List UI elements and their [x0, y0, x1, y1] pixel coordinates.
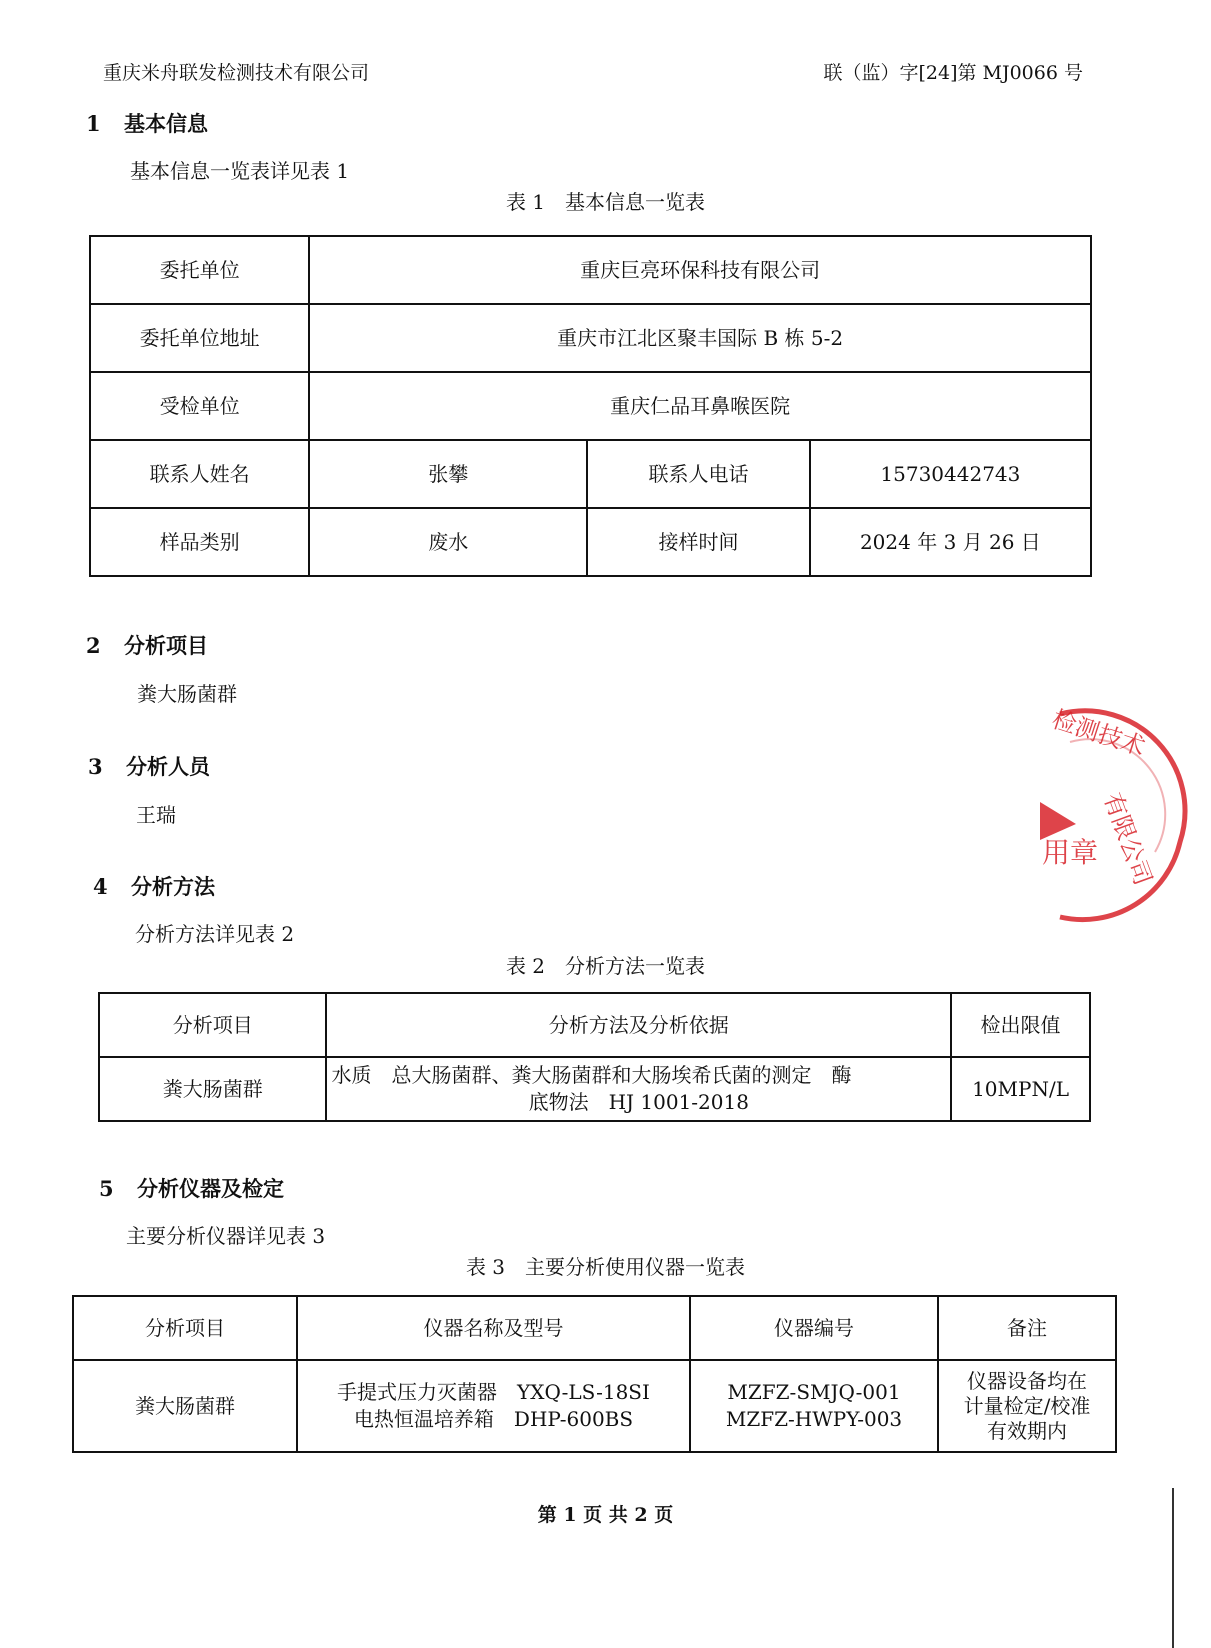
receive-label: 接样时间	[587, 508, 809, 576]
address-label: 委托单位地址	[90, 304, 309, 372]
limit-cell: 10MPN/L	[951, 1057, 1090, 1121]
sample-label: 样品类别	[90, 508, 309, 576]
instrument-table	[72, 1295, 1117, 1453]
instrument-code-line-2: MZFZ-HWPY-003	[725, 1407, 903, 1431]
contact-value: 张攀	[309, 440, 587, 508]
page-number: 第 1 页 共 2 页	[537, 1504, 674, 1526]
analysis-method-table	[98, 992, 1091, 1122]
header-item: 分析项目	[73, 1296, 297, 1360]
note-cell	[938, 1360, 1116, 1452]
header-note: 备注	[938, 1296, 1116, 1360]
scan-edge-line	[1172, 1488, 1174, 1648]
section-3-heading	[88, 751, 210, 781]
section-number: 2	[86, 633, 101, 658]
section-title: 分析人员	[126, 754, 210, 779]
section-1-intro: 基本信息一览表详见表 1	[130, 159, 350, 183]
table-2-caption: 表 2 分析方法一览表	[505, 954, 706, 978]
svg-text:检测技术: 检测技术	[1048, 705, 1149, 762]
note-line-3: 有效期内	[987, 1418, 1067, 1443]
section-4-intro: 分析方法详见表 2	[135, 922, 295, 946]
section-2-body: 粪大肠菌群	[137, 682, 237, 706]
instrument-name-line-2: 电热恒温培养箱 DHP-600BS	[353, 1407, 634, 1431]
table-row	[73, 1360, 1116, 1452]
inspected-label: 受检单位	[90, 372, 309, 440]
section-1-heading	[86, 108, 208, 138]
table-3-caption: 表 3 主要分析使用仪器一览表	[465, 1255, 746, 1279]
section-2-heading	[86, 630, 208, 660]
section-number: 1	[86, 111, 101, 136]
instrument-name-cell	[297, 1360, 690, 1452]
inspected-value: 重庆仁品耳鼻喉医院	[309, 372, 1091, 440]
method-line-1: 水质 总大肠菌群、粪大肠菌群和大肠埃希氏菌的测定 酶	[331, 1063, 852, 1087]
table-row	[90, 440, 1091, 508]
method-line-2: 底物法 HJ 1001-2018	[528, 1090, 749, 1114]
section-title: 分析方法	[131, 874, 215, 899]
sample-value: 废水	[309, 508, 587, 576]
table-1-caption: 表 1 基本信息一览表	[505, 190, 706, 214]
section-3-body: 王瑞	[136, 803, 176, 827]
table-row	[90, 372, 1091, 440]
method-cell	[326, 1057, 951, 1121]
phone-value: 15730442743	[810, 440, 1091, 508]
header-method: 分析方法及分析依据	[326, 993, 951, 1057]
svg-text:有限公司: 有限公司	[1098, 789, 1158, 889]
table-row	[90, 304, 1091, 372]
section-title: 分析仪器及检定	[137, 1176, 284, 1201]
instrument-name-line-1: 手提式压力灭菌器 YXQ-LS-18SI	[337, 1380, 650, 1404]
contact-label: 联系人姓名	[90, 440, 309, 508]
item-cell: 粪大肠菌群	[73, 1360, 297, 1452]
section-number: 5	[99, 1176, 114, 1201]
section-number: 3	[88, 754, 103, 779]
instrument-code-cell	[690, 1360, 938, 1452]
header-name: 仪器名称及型号	[297, 1296, 690, 1360]
header-item: 分析项目	[99, 993, 326, 1057]
table-row	[99, 993, 1090, 1057]
receive-value: 2024 年 3 月 26 日	[810, 508, 1091, 576]
svg-text:用章: 用章	[1042, 836, 1099, 869]
section-5-intro: 主要分析仪器详见表 3	[126, 1224, 326, 1248]
table-row	[73, 1296, 1116, 1360]
table-row	[90, 508, 1091, 576]
phone-label: 联系人电话	[587, 440, 809, 508]
note-line-2: 计量检定/校准	[963, 1393, 1091, 1418]
report-number: 联（监）字[24]第 MJ0066 号	[823, 62, 1083, 84]
item-cell: 粪大肠菌群	[99, 1057, 326, 1121]
client-label: 委托单位	[90, 236, 309, 304]
table-row	[90, 236, 1091, 304]
section-4-heading	[93, 871, 215, 901]
instrument-code-line-1: MZFZ-SMJQ-001	[727, 1380, 901, 1404]
section-title: 基本信息	[124, 111, 208, 136]
company-seal-stamp	[1040, 702, 1190, 932]
header-company: 重庆米舟联发检测技术有限公司	[103, 62, 370, 84]
header-limit: 检出限值	[951, 993, 1090, 1057]
client-value: 重庆巨亮环保科技有限公司	[309, 236, 1091, 304]
section-number: 4	[93, 874, 108, 899]
basic-info-table	[89, 235, 1092, 577]
note-line-1: 仪器设备均在	[967, 1368, 1087, 1393]
address-value: 重庆市江北区聚丰国际 B 栋 5-2	[309, 304, 1091, 372]
section-5-heading	[99, 1173, 284, 1203]
header-code: 仪器编号	[690, 1296, 938, 1360]
table-row	[99, 1057, 1090, 1121]
section-title: 分析项目	[124, 633, 208, 658]
